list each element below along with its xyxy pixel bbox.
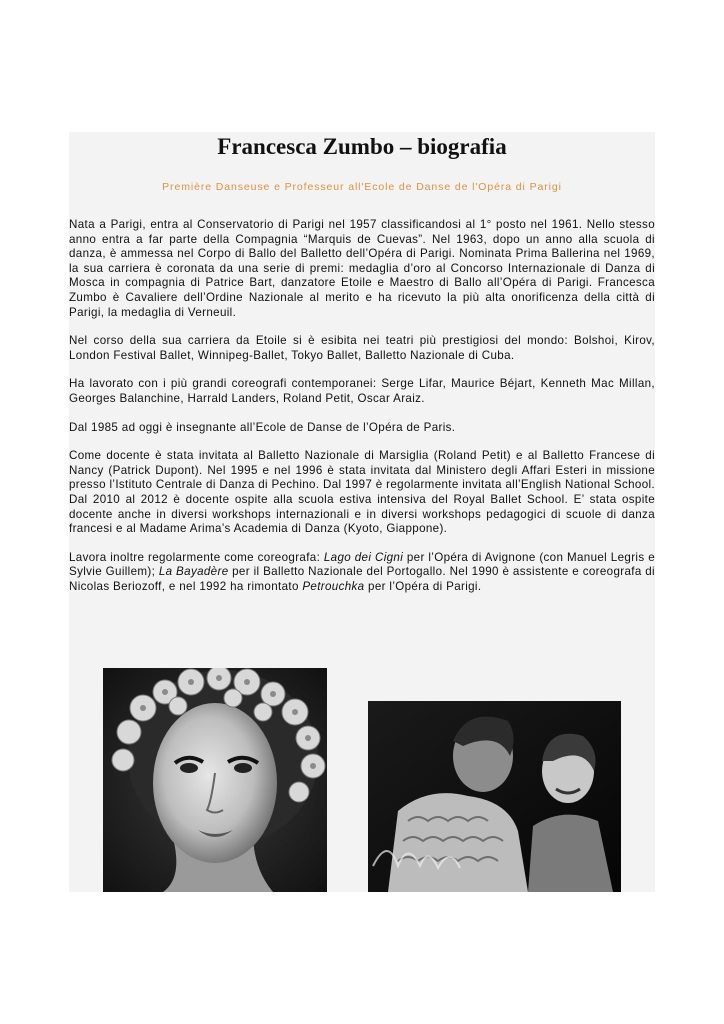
portrait-photo: [103, 668, 327, 892]
paragraph-teaching: Dal 1985 ad oggi è insegnante all’Ecole de Danse de l’Opéra de Paris.: [69, 420, 456, 434]
text-segment: per l’Opéra di Parigi.: [364, 579, 482, 593]
paragraph-choreographers: Ha lavorato con i più grandi coreografi contemporanei: Serge Lifar, Maurice Béjart, Kenneth Mac Millan, Georges Balanchine, Harrald Landers, Roland Petit, Oscar Araiz.: [69, 377, 655, 405]
text-segment: per l’Opéra di Avignone (con Manuel Legris e Sylvie Guillem);: [69, 550, 655, 579]
paragraph-guest-teaching: Come docente è stata invitata al Balletto Nazionale di Marsiglia (Roland Petit) e al Balletto Francese di Nancy (Patrick Dupont). Nel 1995 e nel 1996 è stata invitata dal Ministero degli Affari Esteri in missione presso l’Istituto Centrale di Danza di Pechino. Dal 1997 è regolarmente invitata all’English National School. Dal 2010 al 2012 è docente ospite alla scuola estiva intensiva del Royal Ballet School. E’ stata ospite docente anche in diversi workshops internazionali e in diversi workshops pedagogici di scuole di danza francesi e al Madame Arima’s Academia di Danza (Kyoto, Giappone).: [69, 449, 655, 536]
dancers-photo: [368, 701, 621, 892]
paragraph-early-career: Nata a Parigi, entra al Conservatorio di Parigi nel 1957 classificandosi al 1° posto nel 1961. Nello stesso anno entra a far parte della Compagnia “Marquis de Cuevas”. Nel 1963, dopo un anno alla scuola di danza, è ammessa nel Corpo di Ballo del Balletto dell’Opéra di Parigi. Nominata Prima Ballerina nel 1969, la sua carriera è coronata da una serie di premi: medaglia d’oro al Concorso Internazionale di Danza di Mosca in compagnia di Patrice Bart, danzatore Etoile e Maestro di Ballo all’Opéra di Parigi. Francesca Zumbo è Cavaliere dell’Ordine Nazionale al merito e ha ricevuto la più alta onorificenza della città di Parigi, la medaglia di Verneuil.: [69, 218, 655, 319]
text-segment: Lavora inoltre regolarmente come coreografa:: [69, 550, 324, 564]
work-title: Petrouchka: [302, 579, 365, 593]
dancers-image: [368, 701, 621, 892]
paragraph-choreography-work: [69, 551, 655, 595]
page-subtitle: Première Danseuse e Professeur all'Ecole de Danse de l'Opéra di Parigi: [162, 181, 562, 193]
biography-text: [69, 218, 655, 594]
paragraph-theatres: Nel corso della sua carriera da Etoile si è esibita nei teatri più prestigiosi del mondo: Bolshoi, Kirov, London Festival Ballet, Winnipeg-Ballet, Tokyo Ballet, Balletto Nazionale di Cuba.: [69, 334, 655, 362]
work-title: Lago dei Cigni: [323, 550, 404, 564]
portrait-image: [103, 668, 327, 892]
work-title: La Bayadère: [158, 565, 229, 579]
text-segment: per il Balletto Nazionale del Portogallo. Nel 1990 è assistente e coreografa di Nicolas Beriozoff, e nel 1992 ha rimontato: [69, 565, 655, 593]
page-title: Francesca Zumbo – biografia: [217, 134, 507, 159]
